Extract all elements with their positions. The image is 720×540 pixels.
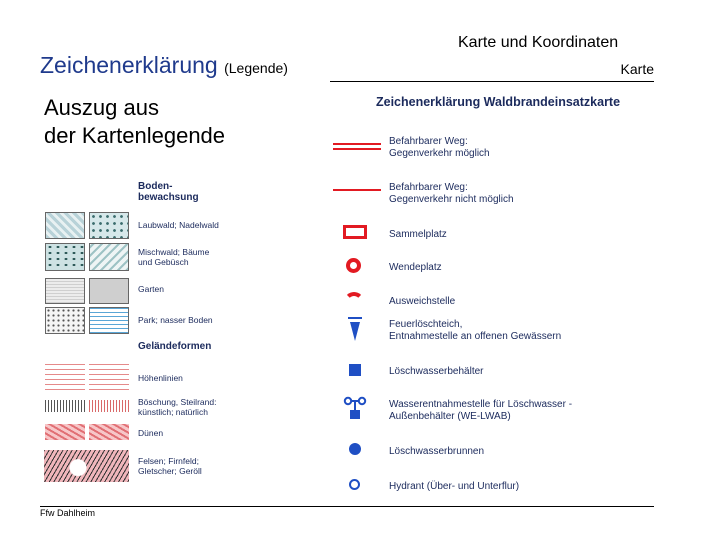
label-felsen (138, 456, 202, 476)
label-road-one-way (389, 182, 514, 206)
label-loeschwasserbehaelter: Löschwasserbehälter (389, 366, 484, 377)
title-text: Zeichenerklärung (40, 52, 218, 78)
label-road-two-way-line-1: Befahrbarer Weg: (389, 136, 468, 147)
hydrant-icon (349, 479, 360, 490)
swatch-hoehenlinien-1 (45, 364, 85, 390)
passing-place-icon (344, 292, 364, 312)
label-park: Park; nasser Boden (138, 315, 213, 325)
swatch-park (45, 307, 85, 334)
fire-pond-icon (347, 316, 363, 342)
label-sammelplatz: Sammelplatz (389, 229, 447, 240)
swatch-laubwald (45, 212, 85, 239)
road-line-icon (333, 143, 381, 145)
intro-line-1: Auszug aus (44, 95, 159, 120)
label-felsen-line-2: Gletscher; Geröll (138, 466, 202, 476)
swatch-garten-1 (45, 278, 85, 304)
section-heading-line-2: bewachsung (138, 192, 199, 203)
swatch-mischwald (45, 243, 85, 271)
road-single-line-icon (333, 189, 381, 191)
bottom-divider (40, 506, 654, 507)
swatch-duenen-2 (89, 424, 129, 440)
label-feuerloeschteich (389, 319, 561, 343)
label-hoehenlinien: Höhenlinien (138, 373, 183, 383)
title-suffix: (Legende) (224, 60, 288, 76)
swatch-nadelwald (89, 212, 129, 239)
swatch-nasser-boden (89, 307, 129, 334)
label-garten: Garten (138, 284, 164, 294)
label-loeschwasserbrunnen: Löschwasserbrunnen (389, 446, 485, 457)
label-road-one-way-line-1: Befahrbarer Weg: (389, 182, 468, 193)
page-title (40, 52, 288, 79)
footer-text: Ffw Dahlheim (40, 508, 96, 518)
label-wendeplatz: Wendeplatz (389, 262, 442, 273)
swatch-felsen-gletscher (44, 450, 129, 482)
water-extraction-icon (343, 396, 367, 420)
label-mischwald-line-2: und Gebüsch (138, 257, 189, 267)
water-tank-icon (349, 364, 361, 376)
right-legend-title: Zeichenerklärung Waldbrandeinsatzkarte (376, 95, 621, 109)
label-mischwald (138, 247, 209, 267)
label-ausweichstelle: Ausweichstelle (389, 296, 456, 307)
road-line-icon (333, 148, 381, 150)
label-wasserentnahmestelle-line-2: Außenbehälter (WE-LWAB) (389, 411, 511, 422)
label-boeschung (138, 397, 216, 417)
label-felsen-line-1: Felsen; Firnfeld; (138, 456, 199, 466)
intro-text (44, 94, 225, 150)
top-divider (330, 81, 654, 82)
label-duenen: Dünen (138, 428, 164, 438)
swatch-boeschung-kuenstlich (45, 400, 85, 412)
swatch-hoehenlinien-2 (89, 364, 129, 390)
section-heading-line-1: Boden- (138, 181, 173, 192)
swatch-duenen-1 (45, 424, 85, 440)
section-heading-terrain: Geländeformen (138, 341, 212, 352)
label-feuerloeschteich-line-1: Feuerlöschteich, (389, 319, 463, 330)
header-right-subtitle: Karte (620, 61, 654, 77)
assembly-point-icon (343, 225, 367, 239)
swatch-baeume-gebuesch (89, 243, 129, 271)
label-road-two-way (389, 136, 490, 160)
swatch-boeschung-natuerlich (89, 400, 129, 412)
label-boeschung-line-2: künstlich; natürlich (138, 407, 208, 417)
header-right-title: Karte und Koordinaten (458, 34, 619, 51)
label-mischwald-line-1: Mischwald; Bäume (138, 247, 210, 257)
swatch-garten-2 (89, 278, 129, 304)
section-heading-vegetation (138, 181, 199, 203)
label-road-one-way-line-2: Gegenverkehr nicht möglich (389, 194, 514, 205)
intro-line-2: der Kartenlegende (44, 123, 226, 148)
label-feuerloeschteich-line-2: Entnahmestelle an offenen Gewässern (389, 331, 562, 342)
turning-point-icon (346, 258, 361, 273)
label-road-two-way-line-2: Gegenverkehr möglich (389, 148, 490, 159)
label-boeschung-line-1: Böschung, Steilrand: (138, 397, 217, 407)
label-wasserentnahmestelle-line-1: Wasserentnahmestelle für Löschwasser - (389, 399, 573, 410)
label-hydrant: Hydrant (Über- und Unterflur) (389, 481, 520, 492)
water-well-icon (349, 443, 361, 455)
label-laubwald: Laubwald; Nadelwald (138, 220, 219, 230)
label-wasserentnahmestelle (389, 399, 572, 423)
